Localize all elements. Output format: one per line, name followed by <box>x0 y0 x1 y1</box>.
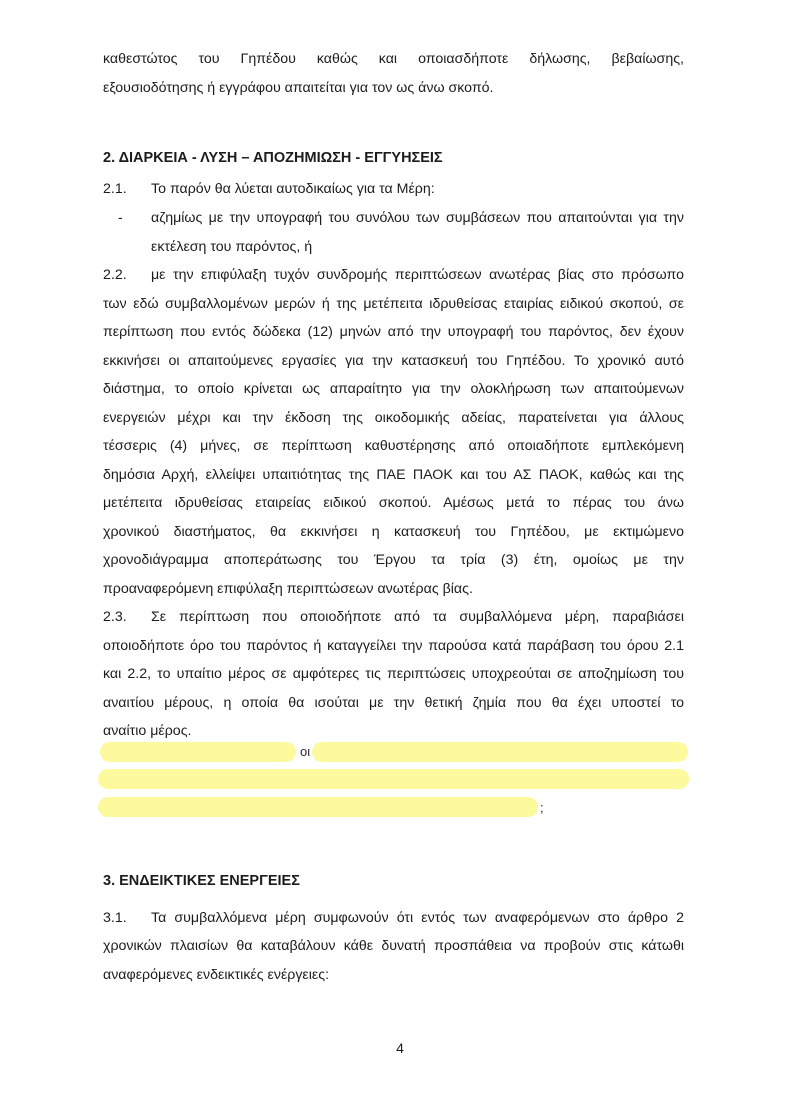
paragraph-2-3-first-line <box>103 608 684 626</box>
paragraph-2-2-line: χρονικού διαστήματος, θα εκκινήσει η κατασκευή του Γηπέδου, με εκτιμώμενο <box>103 524 684 540</box>
paragraph-2-3-last-line: αναίτιο μέρος. <box>103 723 192 739</box>
paragraph-2-2-line: διάστημα, το οποίο κρίνεται ως απαραίτητο για την ολοκλήρωση των απαιτούμενων <box>103 381 684 397</box>
bullet-line-1: αζημίως με την υπογραφή του συνόλου των συμβάσεων που απαιτούνται για την <box>151 210 684 226</box>
paragraph-2-2-line: τέσσερις (4) μήνες, σε περίπτωση καθυστέρησης από οποιαδήποτε εμπλεκόμενη <box>103 438 684 454</box>
paragraph-3-1-first-line <box>103 909 684 927</box>
paragraph-3-1-last-line: αναφερόμενες ενδεικτικές ενέργειες: <box>103 967 330 983</box>
paragraph-2-1 <box>103 180 684 198</box>
paragraph-2-2-line: ενεργειών μέχρι και την έκδοση της οικοδομικής αδείας, παρατείνεται για άλλους <box>103 410 684 426</box>
intro-line-1: καθεστώτος του Γηπέδου καθώς και οποιασδήποτε δήλωσης, βεβαίωσης, <box>103 51 684 67</box>
paragraph-2-3-line: οποιοδήποτε όρο του παρόντος ή καταγγείλει την παρούσα κατά παράβαση του όρου 2.1 <box>103 638 684 654</box>
bullet-line-2: εκτέλεση του παρόντος, ή <box>151 239 313 255</box>
paragraph-number: 2.2. <box>103 267 127 283</box>
redaction-highlight <box>100 742 296 762</box>
paragraph-text: με την επιφύλαξη τυχόν συνδρομής περιπτώσεων ανωτέρας βίας στο πρόσωπο <box>151 267 684 283</box>
section-2-heading: 2. ΔΙΑΡΚΕΙΑ - ΛΥΣΗ – ΑΠΟΖΗΜΙΩΣΗ - ΕΓΓΥΗΣΕΙΣ <box>103 150 443 166</box>
paragraph-2-2-line: εκκινήσει οι απαιτούμενες εργασίες για την κατασκευή του Γηπέδου. Το χρονικό αυτό <box>103 353 684 369</box>
paragraph-number: 2.1. <box>103 181 127 197</box>
page-number: 4 <box>396 1040 404 1056</box>
redaction-highlight <box>312 742 688 762</box>
paragraph-3-1-line: χρονικών πλαισίων θα καταβάλουν κάθε δυνατή προσπάθεια να προβούν στις κάτωθι <box>103 938 684 954</box>
paragraph-2-2-line: περίπτωση που εντός δώδεκα (12) μηνών από την υπογραφή του παρόντος, δεν έχουν <box>103 324 684 340</box>
paragraph-text: Το παρόν θα λύεται αυτοδικαίως για τα Μέρη: <box>151 181 435 197</box>
bullet-dash: - <box>118 210 123 226</box>
paragraph-number: 2.3. <box>103 609 127 625</box>
redacted-fragment-text: ; <box>540 800 544 815</box>
paragraph-2-2-line: των εδώ συμβαλλομένων μερών ή της μετέπειτα ιδρυθείσας εταιρίας ειδικού σκοπού, σε <box>103 296 684 312</box>
redacted-fragment-text: οι <box>300 744 311 759</box>
paragraph-2-3-line: αναιτίου μέρους, η οποία θα ισούται με την θετική ζημία που θα έχει υποστεί το <box>103 695 684 711</box>
redaction-highlight <box>98 797 538 817</box>
paragraph-number: 3.1. <box>103 910 127 926</box>
paragraph-2-2-line: μετέπειτα ιδρυθείσας εταιρείας ειδικού σκοπού. Αμέσως μετά το πέρας του άνω <box>103 495 684 511</box>
paragraph-2-2-line: δημόσια Αρχή, ελλείψει υπαιτιότητας της ΠΑΕ ΠΑΟΚ και του ΑΣ ΠΑΟΚ, καθώς και της <box>103 467 684 483</box>
paragraph-2-3-line: και 2.2, το υπαίτιο μέρος σε αμφότερες τις περιπτώσεις υποχρεούται σε αποζημίωση του <box>103 666 684 682</box>
paragraph-2-2-line: χρονοδιάγραμμα αποπεράτωσης του Έργου τα τρία (3) έτη, ομοίως με την <box>103 552 684 568</box>
redaction-highlight <box>98 769 689 789</box>
paragraph-text: Σε περίπτωση που οποιοδήποτε από τα συμβαλλόμενα μέρη, παραβιάσει <box>151 609 684 625</box>
intro-line-2: εξουσιοδότησης ή εγγράφου απαιτείται για τον ως άνω σκοπό. <box>103 80 494 96</box>
paragraph-2-2-last-line: προαναφερόμενη επιφύλαξη περιπτώσεων ανωτέρας βίας. <box>103 581 473 597</box>
paragraph-2-2-first-line <box>103 266 684 284</box>
section-3-heading: 3. ΕΝΔΕΙΚΤΙΚΕΣ ΕΝΕΡΓΕΙΕΣ <box>103 873 300 889</box>
paragraph-text: Τα συμβαλλόμενα μέρη συμφωνούν ότι εντός των αναφερόμενων στο άρθρο 2 <box>151 910 684 926</box>
